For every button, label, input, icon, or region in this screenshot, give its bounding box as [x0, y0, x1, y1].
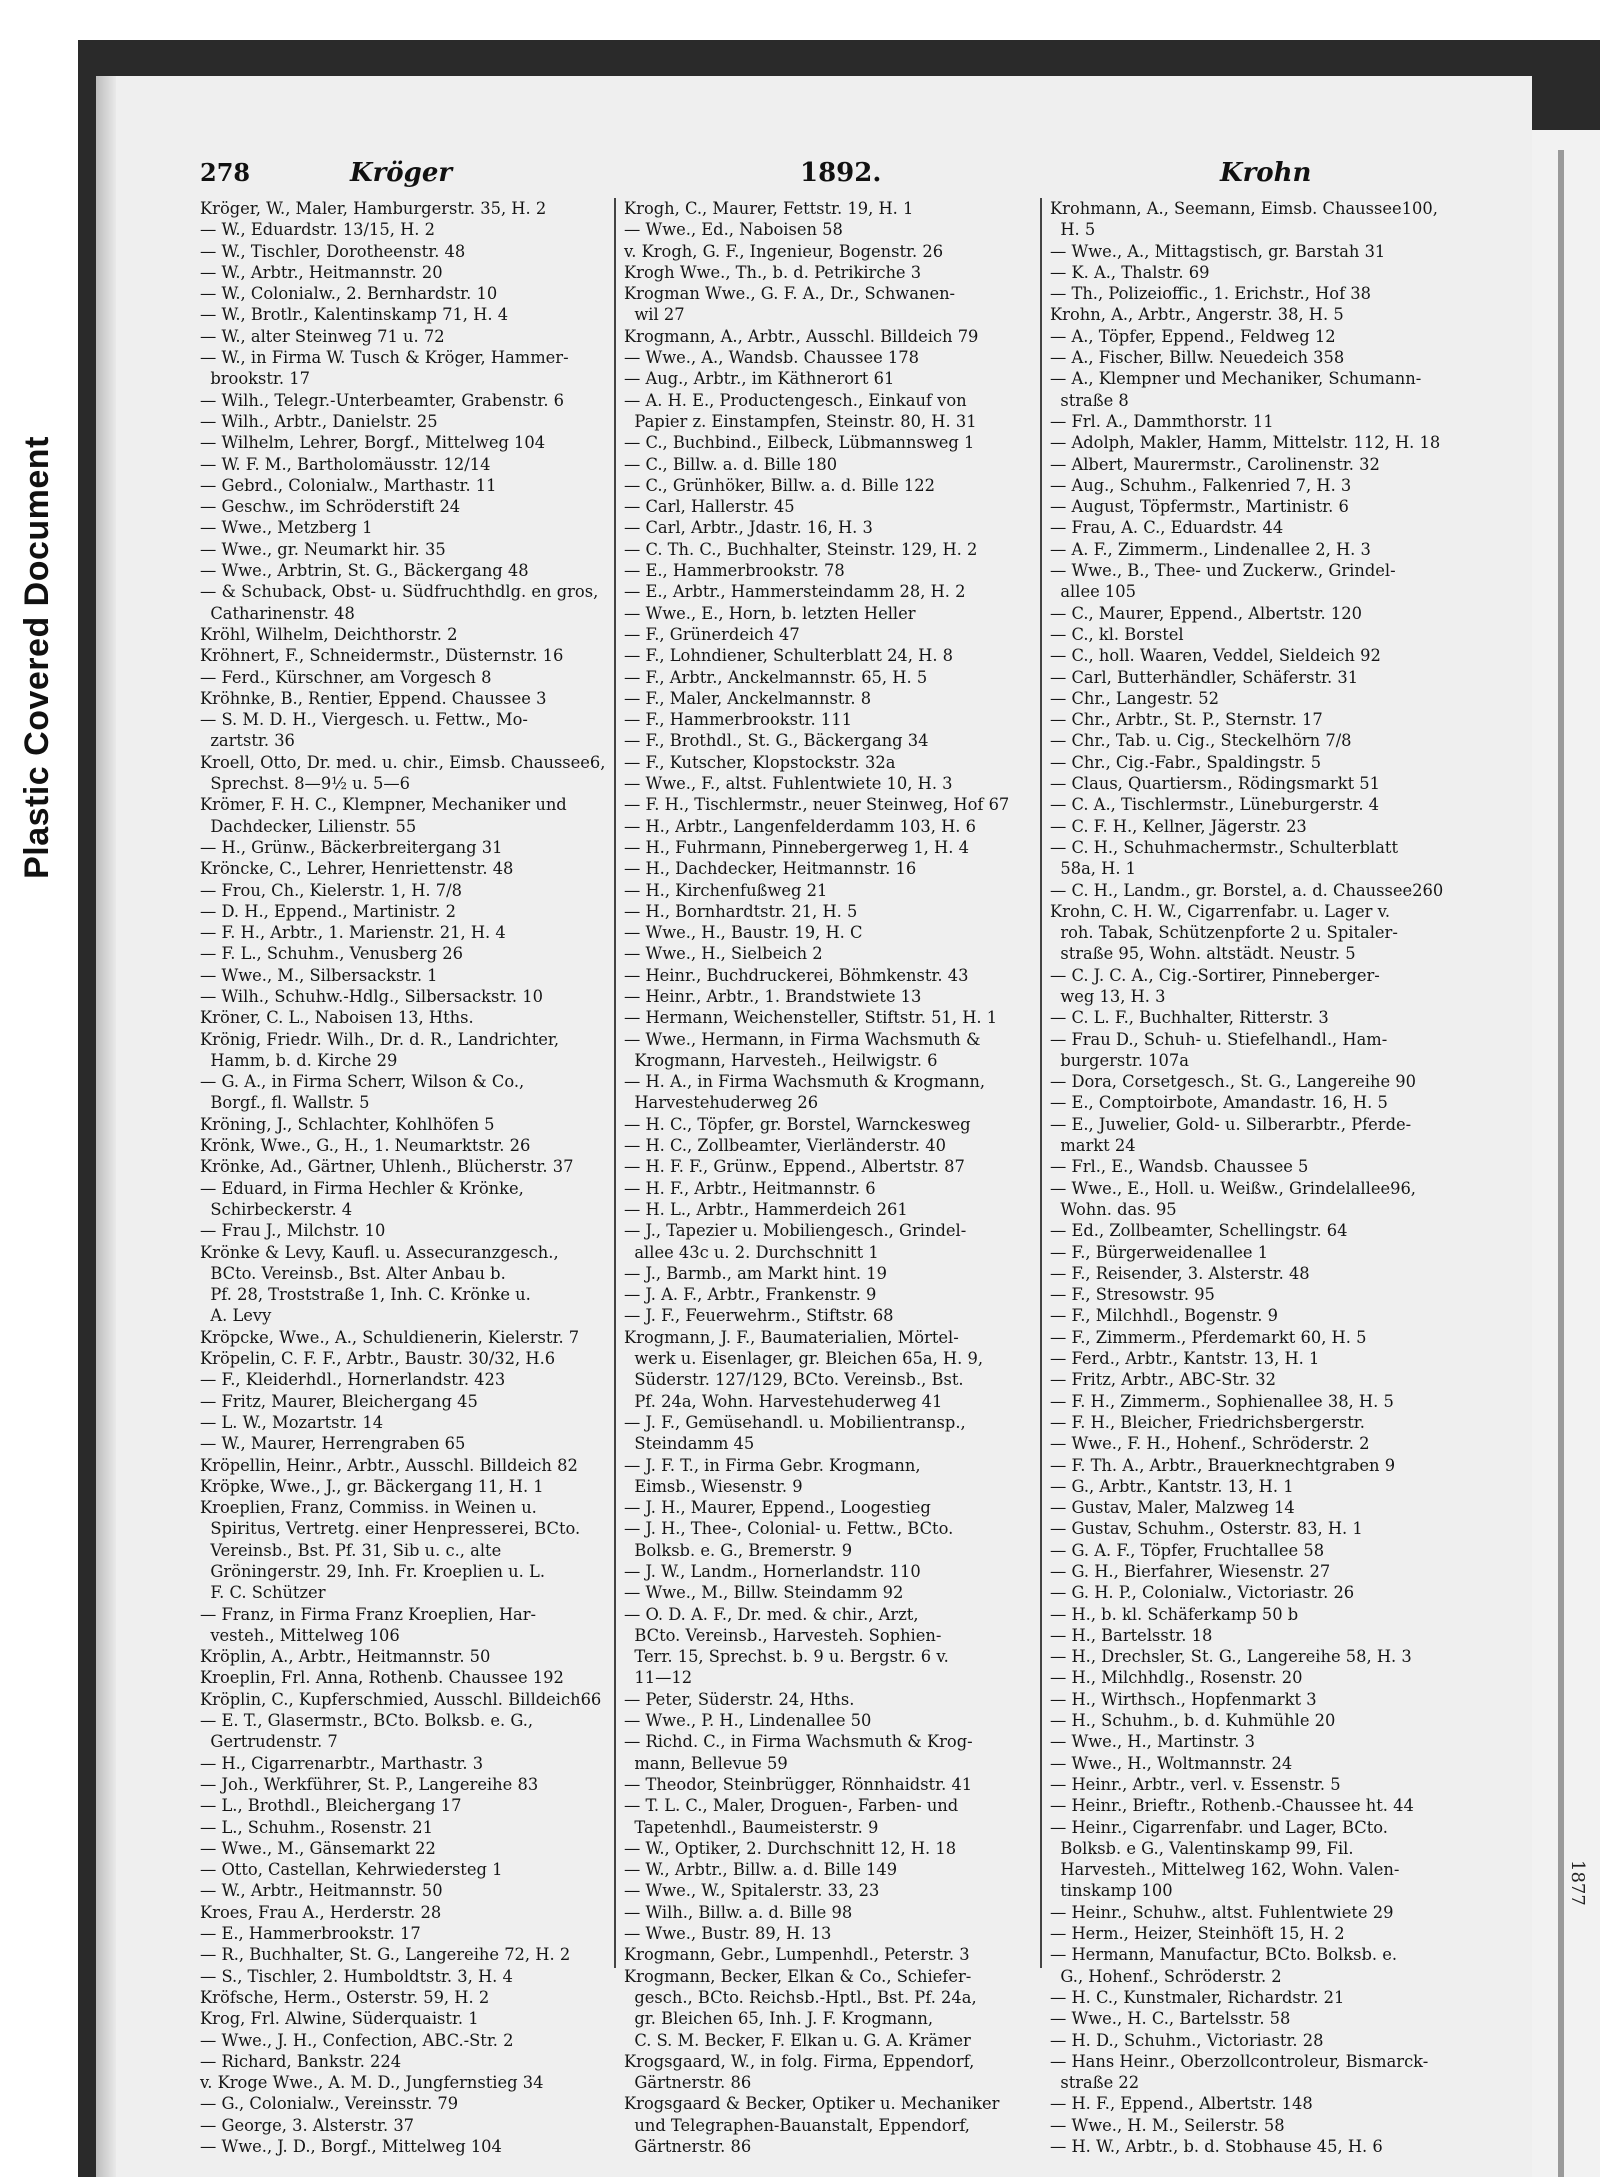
- directory-entry: — Franz, in Firma Franz Kroeplien, Har-: [200, 1604, 537, 1624]
- directory-entry: — H. L., Arbtr., Hammerdeich 261: [624, 1199, 908, 1219]
- directory-entry: — J. F. T., in Firma Gebr. Krogmann,: [624, 1455, 921, 1475]
- directory-entry: — Dora, Corsetgesch., St. G., Langereihe 90: [1050, 1072, 1416, 1092]
- directory-entry: — Fritz, Arbtr., ABC-Str. 32: [1050, 1370, 1276, 1390]
- directory-entry: — G. H. P., Colonialw., Victoriastr. 26: [1050, 1583, 1355, 1603]
- directory-entry: Krönig, Friedr. Wilh., Dr. d. R., Landrichter,: [200, 1029, 560, 1049]
- directory-entry: — Heinr., Buchdruckerei, Böhmkenstr. 43: [624, 965, 969, 985]
- directory-entry: Spiritus, Vertretg. einer Henpresserei, BCto.: [200, 1519, 581, 1539]
- directory-entry: — Wwe., F., altst. Fuhlentwiete 10, H. 3: [624, 774, 953, 794]
- directory-entry: — F. Th. A., Arbtr., Brauerknechtgraben 9: [1050, 1455, 1396, 1475]
- directory-entry: — L., Brothdl., Bleichergang 17: [200, 1796, 462, 1816]
- directory-entry: straße 8: [1050, 390, 1129, 410]
- directory-entry: Papier z. Einstampfen, Steinstr. 80, H. 31: [624, 411, 977, 431]
- directory-entry: — Wwe., Ed., Naboisen 58: [624, 220, 843, 240]
- directory-entry: Sprechst. 8—9½ u. 5—6: [200, 774, 410, 794]
- directory-entry: allee 43c u. 2. Durchschnitt 1: [624, 1242, 879, 1262]
- directory-entry: — Claus, Quartiersm., Rödingsmarkt 51: [1050, 774, 1381, 794]
- directory-entry: — Wwe., P. H., Lindenallee 50: [624, 1711, 872, 1731]
- directory-entry: — C. A., Tischlermstr., Lüneburgerstr. 4: [1050, 795, 1380, 815]
- directory-entry: — F., Zimmerm., Pferdemarkt 60, H. 5: [1050, 1327, 1367, 1347]
- directory-entry: — Wwe., E., Holl. u. Weißw., Grindelallee96,: [1050, 1178, 1416, 1198]
- directory-entry: — S. M. D. H., Viergesch. u. Fettw., Mo-: [200, 710, 528, 730]
- directory-entry: — G., Arbtr., Kantstr. 13, H. 1: [1050, 1476, 1294, 1496]
- directory-entry: vesteh., Mittelweg 106: [200, 1625, 400, 1645]
- directory-entry: — F., Hammerbrookstr. 111: [624, 710, 852, 730]
- directory-entry: — Frau J., Milchstr. 10: [200, 1221, 386, 1241]
- directory-entry: — Wwe., H. C., Bartelsstr. 58: [1050, 2009, 1291, 2029]
- directory-entry: C. S. M. Becker, F. Elkan u. G. A. Krämer: [624, 2030, 971, 2050]
- directory-entry: — E., Hammerbrookstr. 17: [200, 1924, 421, 1944]
- directory-entry: — L., Schuhm., Rosenstr. 21: [200, 1817, 433, 1837]
- directory-entry: — F. H., Tischlermstr., neuer Steinweg, Hof 67: [624, 795, 1010, 815]
- directory-entry: — H., b. kl. Schäferkamp 50 b: [1050, 1604, 1299, 1624]
- directory-entry: Gertrudenstr. 7: [200, 1732, 338, 1752]
- directory-entry: — H. D., Schuhm., Victoriastr. 28: [1050, 2030, 1324, 2050]
- directory-entry: Krogmann, J. F., Baumaterialien, Mörtel-: [624, 1327, 959, 1347]
- directory-entry: — Chr., Cig.-Fabr., Spaldingstr. 5: [1050, 752, 1322, 772]
- directory-entry: — D. H., Eppend., Martinistr. 2: [200, 901, 457, 921]
- directory-entry: Krogman Wwe., G. F. A., Dr., Schwanen-: [624, 284, 956, 304]
- directory-entry: Bolksb. e G., Valentinskamp 99, Fil.: [1050, 1838, 1354, 1858]
- directory-entry: F. C. Schützer: [200, 1583, 326, 1603]
- page-header: [200, 158, 1510, 196]
- directory-entry: — Chr., Langestr. 52: [1050, 688, 1219, 708]
- directory-entry: — Otto, Castellan, Kehrwiedersteg 1: [200, 1860, 503, 1880]
- directory-entry: — J. H., Maurer, Eppend., Loogestieg: [624, 1498, 931, 1518]
- directory-entry: roh. Tabak, Schützenpforte 2 u. Spitaler-: [1050, 923, 1398, 943]
- directory-entry: — J., Tapezier u. Mobiliengesch., Grindel-: [624, 1221, 967, 1241]
- directory-entry: Krohn, A., Arbtr., Angerstr. 38, H. 5: [1050, 305, 1344, 325]
- directory-entry: — Aug., Arbtr., im Käthnerort 61: [624, 369, 895, 389]
- directory-entry: Krogmann, Harvesteh., Heilwigstr. 6: [624, 1050, 938, 1070]
- directory-entry: — Wilh., Billw. a. d. Bille 98: [624, 1902, 853, 1922]
- directory-entry: — H., Grünw., Bäckerbreitergang 31: [200, 837, 503, 857]
- directory-entry: — E. T., Glasermstr., BCto. Bolksb. e. G.,: [200, 1711, 534, 1731]
- directory-entry: — J., Barmb., am Markt hint. 19: [624, 1263, 887, 1283]
- directory-entry: — F., Grünerdeich 47: [624, 624, 800, 644]
- directory-entry: Eimsb., Wiesenstr. 9: [624, 1476, 803, 1496]
- directory-entry: — Wwe., A., Mittagstisch, gr. Barstah 31: [1050, 241, 1386, 261]
- directory-entry: — Wwe., J. D., Borgf., Mittelweg 104: [200, 2137, 502, 2157]
- directory-entry: — Wwe., gr. Neumarkt hir. 35: [200, 539, 446, 559]
- directory-entry: Krogh Wwe., Th., b. d. Petrikirche 3: [624, 262, 922, 282]
- directory-entry: — Frl., E., Wandsb. Chaussee 5: [1050, 1157, 1309, 1177]
- directory-entry: Harvestehuderweg 26: [624, 1093, 819, 1113]
- directory-entry: — O. D. A. F., Dr. med. & chir., Arzt,: [624, 1604, 919, 1624]
- directory-entry: — Frau D., Schuh- u. Stiefelhandl., Ham-: [1050, 1029, 1388, 1049]
- directory-entry: Kröpellin, Heinr., Arbtr., Ausschl. Billdeich 82: [200, 1455, 578, 1475]
- directory-entry: Krohmann, A., Seemann, Eimsb. Chaussee100,: [1050, 199, 1438, 218]
- directory-entry: — Hans Heinr., Oberzollcontroleur, Bismarck-: [1050, 2051, 1429, 2071]
- directory-entry: — Theodor, Steinbrügger, Rönnhaidstr. 41: [624, 1774, 973, 1794]
- directory-entry: Kröplin, A., Arbtr., Heitmannstr. 50: [200, 1647, 491, 1667]
- directory-entry: — Wwe., E., Horn, b. letzten Heller: [624, 603, 916, 623]
- directory-entry: zartstr. 36: [200, 731, 295, 751]
- directory-entry: — Adolph, Makler, Hamm, Mittelstr. 112, H. 18: [1050, 433, 1441, 453]
- directory-entry: mann, Bellevue 59: [624, 1753, 788, 1773]
- directory-entry: — H., Milchhdlg., Rosenstr. 20: [1050, 1668, 1303, 1688]
- directory-entry: — T. L. C., Maler, Droguen-, Farben- und: [624, 1796, 959, 1816]
- directory-column-1: [200, 198, 606, 2157]
- directory-entry: — Ferd., Arbtr., Kantstr. 13, H. 1: [1050, 1349, 1320, 1369]
- directory-entry: — A., Fischer, Billw. Neuedeich 358: [1050, 348, 1345, 368]
- directory-entry: v. Krogh, G. F., Ingenieur, Bogenstr. 26: [624, 241, 944, 261]
- directory-entry: — C. H., Landm., gr. Borstel, a. d. Chaussee260: [1050, 880, 1444, 900]
- directory-entry: — C. H., Schuhmachermstr., Schulterblatt: [1050, 837, 1398, 857]
- directory-entry: — E., Comptoirbote, Amandastr. 16, H. 5: [1050, 1093, 1388, 1113]
- directory-entry: Kröpelin, C. F. F., Arbtr., Baustr. 30/32, H.6: [200, 1349, 556, 1369]
- directory-entry: — Th., Polizeioffic., 1. Erichstr., Hof 38: [1050, 284, 1372, 304]
- directory-entry: A. Levy: [200, 1306, 272, 1326]
- directory-entry: — H., Drechsler, St. G., Langereihe 58, H. 3: [1050, 1647, 1412, 1667]
- directory-entry: — Hermann, Weichensteller, Stiftstr. 51, H. 1: [624, 1008, 998, 1028]
- directory-entry: Kröhl, Wilhelm, Deichthorstr. 2: [200, 624, 458, 644]
- directory-entry: — J. W., Landm., Hornerlandstr. 110: [624, 1562, 921, 1581]
- directory-entry: Krog, Frl. Alwine, Süderquaistr. 1: [200, 2009, 479, 2029]
- directory-entry: burgerstr. 107a: [1050, 1050, 1189, 1070]
- directory-entry: allee 105: [1050, 582, 1136, 602]
- directory-entry: Kröpke, Wwe., J., gr. Bäckergang 11, H. 1: [200, 1476, 544, 1496]
- directory-entry: Harvesteh., Mittelweg 162, Wohn. Valen-: [1050, 1860, 1400, 1880]
- directory-entry: Schirbeckerstr. 4: [200, 1199, 353, 1219]
- directory-entry: — Gustav, Schuhm., Osterstr. 83, H. 1: [1050, 1519, 1363, 1539]
- directory-entry: — Wilh., Schuhw.-Hdlg., Silbersackstr. 10: [200, 986, 543, 1006]
- directory-entry: — Herm., Heizer, Steinhöft 15, H. 2: [1050, 1924, 1345, 1944]
- directory-entry: — F. H., Zimmerm., Sophienallee 38, H. 5: [1050, 1391, 1394, 1411]
- directory-entry: — Frau, A. C., Eduardstr. 44: [1050, 518, 1284, 538]
- directory-entry: — Chr., Arbtr., St. P., Sternstr. 17: [1050, 710, 1323, 730]
- directory-entry: — Gustav, Maler, Malzweg 14: [1050, 1498, 1295, 1518]
- running-head-year: 1892.: [800, 158, 882, 188]
- directory-entry: — Carl, Arbtr., Jdastr. 16, H. 3: [624, 518, 873, 538]
- directory-entry: — G. H., Bierfahrer, Wiesenstr. 27: [1050, 1562, 1331, 1581]
- directory-entry: — F., Kutscher, Klopstockstr. 32a: [624, 752, 896, 772]
- directory-column-2: [624, 198, 1034, 2157]
- directory-entry: — Richd. C., in Firma Wachsmuth & Krog-: [624, 1732, 973, 1752]
- directory-entry: — George, 3. Alsterstr. 37: [200, 2115, 415, 2135]
- directory-entry: Kröner, C. L., Naboisen 13, Hths.: [200, 1008, 474, 1028]
- directory-entry: Pf. 28, Troststraße 1, Inh. C. Krönke u.: [200, 1285, 531, 1305]
- column-divider: [1040, 198, 1042, 1968]
- directory-entry: — E., Juwelier, Gold- u. Silberarbtr., Pferde-: [1050, 1114, 1412, 1134]
- directory-entry: — Albert, Maurermstr., Carolinenstr. 32: [1050, 454, 1380, 474]
- directory-entry: — F., Maler, Anckelmannstr. 8: [624, 688, 872, 708]
- directory-column-3: [1050, 198, 1470, 2157]
- directory-entry: gesch., BCto. Reichsb.-Hptl., Bst. Pf. 24a,: [624, 1987, 977, 2007]
- directory-entry: — H. A., in Firma Wachsmuth & Krogmann,: [624, 1072, 986, 1092]
- directory-entry: Catharinenstr. 48: [200, 603, 355, 623]
- directory-entry: — August, Töpfermstr., Martinistr. 6: [1050, 497, 1349, 517]
- directory-entry: werk u. Eisenlager, gr. Bleichen 65a, H. 9,: [624, 1349, 984, 1369]
- directory-entry: — Wwe., W., Spitalerstr. 33, 23: [624, 1881, 880, 1901]
- directory-entry: — F. H., Bleicher, Friedrichsbergerstr.: [1050, 1412, 1365, 1432]
- directory-entry: BCto. Vereinsb., Bst. Alter Anbau b.: [200, 1263, 506, 1283]
- directory-entry: Krogmann, A., Arbtr., Ausschl. Billdeich 79: [624, 326, 979, 346]
- directory-entry: — H. F. F., Grünw., Eppend., Albertstr. 87: [624, 1157, 965, 1177]
- directory-entry: Krönke & Levy, Kaufl. u. Assecuranzgesch.,: [200, 1242, 559, 1262]
- directory-entry: tinskamp 100: [1050, 1881, 1173, 1901]
- directory-entry: — H., Fuhrmann, Pinnebergerweg 1, H. 4: [624, 837, 969, 857]
- directory-entry: — G. A., in Firma Scherr, Wilson & Co.,: [200, 1072, 525, 1092]
- directory-entry: — F., Kleiderhdl., Hornerlandstr. 423: [200, 1370, 506, 1390]
- directory-entry: — Heinr., Arbtr., verl. v. Essenstr. 5: [1050, 1774, 1341, 1794]
- directory-entry: — H., Kirchenfußweg 21: [624, 880, 828, 900]
- directory-entry: — J. H., Thee-, Colonial- u. Fettw., BCto.: [624, 1519, 954, 1539]
- directory-entry: H. 5: [1050, 220, 1096, 240]
- directory-entry: — H., Arbtr., Langenfelderdamm 103, H. 6: [624, 816, 976, 836]
- directory-entry: — Wwe., Metzberg 1: [200, 518, 373, 538]
- directory-entry: — Fritz, Maurer, Bleichergang 45: [200, 1391, 478, 1411]
- directory-entry: — C., Grünhöker, Billw. a. d. Bille 122: [624, 475, 935, 495]
- directory-entry: Kroeplien, Franz, Commiss. in Weinen u.: [200, 1498, 537, 1518]
- directory-entry: — Chr., Tab. u. Cig., Steckelhörn 7/8: [1050, 731, 1352, 751]
- directory-entry: — G., Colonialw., Vereinsstr. 79: [200, 2094, 459, 2114]
- directory-entry: — C., kl. Borstel: [1050, 624, 1184, 644]
- directory-entry: — F., Stresowstr. 95: [1050, 1285, 1215, 1305]
- directory-entry: — E., Arbtr., Hammersteindamm 28, H. 2: [624, 582, 966, 602]
- directory-entry: — F. L., Schuhm., Venusberg 26: [200, 944, 463, 964]
- directory-entry: — & Schuback, Obst- u. Südfruchthdlg. en gros,: [200, 582, 599, 602]
- directory-entry: BCto. Vereinsb., Harvesteh. Sophien-: [624, 1625, 942, 1645]
- directory-entry: — C., Billw. a. d. Bille 180: [624, 454, 838, 474]
- directory-entry: Dachdecker, Lilienstr. 55: [200, 816, 417, 836]
- directory-entry: — A. F., Zimmerm., Lindenallee 2, H. 3: [1050, 539, 1371, 559]
- directory-entry: — Heinr., Arbtr., 1. Brandstwiete 13: [624, 986, 922, 1006]
- directory-entry: — W., Arbtr., Heitmannstr. 20: [200, 262, 443, 282]
- directory-entry: — Hermann, Manufactur, BCto. Bolksb. e.: [1050, 1945, 1398, 1965]
- directory-entry: — C. Th. C., Buchhalter, Steinstr. 129, H. 2: [624, 539, 978, 559]
- directory-entry: — C., Maurer, Eppend., Albertstr. 120: [1050, 603, 1362, 623]
- directory-entry: 58a, H. 1: [1050, 859, 1137, 879]
- directory-entry: — A. H. E., Productengesch., Einkauf von: [624, 390, 967, 410]
- directory-entry: — Heinr., Schuhw., altst. Fuhlentwiete 29: [1050, 1902, 1394, 1922]
- directory-entry: Krogsgaard & Becker, Optiker u. Mechaniker: [624, 2094, 1000, 2114]
- directory-entry: — H., Bartelsstr. 18: [1050, 1625, 1213, 1645]
- directory-entry: — Joh., Werkführer, St. P., Langereihe 83: [200, 1774, 539, 1794]
- directory-entry: — G. A. F., Töpfer, Fruchtallee 58: [1050, 1540, 1325, 1560]
- directory-entry: Kröhnke, B., Rentier, Eppend. Chaussee 3: [200, 688, 547, 708]
- directory-entry: — Eduard, in Firma Hechler & Krönke,: [200, 1178, 524, 1198]
- directory-entry: Borgf., fl. Wallstr. 5: [200, 1093, 370, 1113]
- directory-entry: Gröningerstr. 29, Inh. Fr. Kroeplien u. L.: [200, 1562, 546, 1581]
- directory-entry: — Wwe., J. H., Confection, ABC.-Str. 2: [200, 2030, 514, 2050]
- directory-entry: — H. F., Eppend., Albertstr. 148: [1050, 2094, 1313, 2114]
- directory-entry: Krönke, Ad., Gärtner, Uhlenh., Blücherstr. 37: [200, 1157, 574, 1177]
- directory-entry: — H., Wirthsch., Hopfenmarkt 3: [1050, 1689, 1317, 1709]
- directory-entry: brookstr. 17: [200, 369, 310, 389]
- directory-entry: Krogmann, Gebr., Lumpenhdl., Peterstr. 3: [624, 1945, 970, 1965]
- directory-entry: — H. C., Kunstmaler, Richardstr. 21: [1050, 1987, 1345, 2007]
- directory-entry: — Wwe., H., Woltmannstr. 24: [1050, 1753, 1293, 1773]
- directory-entry: — Aug., Schuhm., Falkenried 7, H. 3: [1050, 475, 1352, 495]
- directory-entry: Kröpcke, Wwe., A., Schuldienerin, Kielerstr. 7: [200, 1327, 580, 1347]
- directory-entry: — H. F., Arbtr., Heitmannstr. 6: [624, 1178, 876, 1198]
- directory-entry: straße 22: [1050, 2073, 1140, 2093]
- directory-entry: — F., Milchhdl., Bogenstr. 9: [1050, 1306, 1278, 1326]
- directory-entry: Tapetenhdl., Baumeisterstr. 9: [624, 1817, 879, 1837]
- directory-entry: — C. F. H., Kellner, Jägerstr. 23: [1050, 816, 1307, 836]
- directory-entry: Wohn. das. 95: [1050, 1199, 1177, 1219]
- directory-entry: — F., Arbtr., Anckelmannstr. 65, H. 5: [624, 667, 928, 687]
- directory-entry: — W., Optiker, 2. Durchschnitt 12, H. 18: [624, 1838, 957, 1858]
- directory-entry: Kröplin, C., Kupferschmied, Ausschl. Billdeich66: [200, 1689, 602, 1709]
- directory-entry: Kröger, W., Maler, Hamburgerstr. 35, H. 2: [200, 199, 547, 218]
- directory-entry: — H. W., Arbtr., b. d. Stobhause 45, H. 6: [1050, 2137, 1383, 2157]
- directory-entry: — Wwe., M., Gänsemarkt 22: [200, 1838, 436, 1858]
- directory-entry: G., Hohenf., Schröderstr. 2: [1050, 1966, 1282, 1986]
- directory-entry: Kroell, Otto, Dr. med. u. chir., Eimsb. Chaussee6,: [200, 752, 606, 772]
- directory-entry: — Ferd., Kürschner, am Vorgesch 8: [200, 667, 492, 687]
- directory-entry: — Wwe., Arbtrin, St. G., Bäckergang 48: [200, 561, 529, 581]
- directory-entry: straße 95, Wohn. altstädt. Neustr. 5: [1050, 944, 1356, 964]
- directory-entry: — Wwe., M., Billw. Steindamm 92: [624, 1583, 904, 1603]
- directory-entry: — Ed., Zollbeamter, Schellingstr. 64: [1050, 1221, 1348, 1241]
- directory-entry: — Frl. A., Dammthorstr. 11: [1050, 411, 1274, 431]
- directory-entry: — H. C., Zollbeamter, Vierländerstr. 40: [624, 1136, 946, 1156]
- directory-entry: — Wilh., Arbtr., Danielstr. 25: [200, 411, 438, 431]
- directory-entry: — K. A., Thalstr. 69: [1050, 262, 1210, 282]
- directory-entry: Bolksb. e. G., Bremerstr. 9: [624, 1540, 853, 1560]
- directory-entry: — W., in Firma W. Tusch & Kröger, Hammer-: [200, 348, 569, 368]
- page-binding: [96, 76, 116, 2177]
- directory-entry: — Wwe., B., Thee- und Zuckerw., Grindel-: [1050, 561, 1396, 581]
- directory-entry: — C., holl. Waaren, Veddel, Sieldeich 92: [1050, 646, 1381, 666]
- directory-entry: — S., Tischler, 2. Humboldtstr. 3, H. 4: [200, 1966, 513, 1986]
- page-number: 278: [200, 158, 251, 187]
- directory-entry: Krönk, Wwe., G., H., 1. Neumarktstr. 26: [200, 1136, 531, 1156]
- directory-entry: — J. F., Gemüsehandl. u. Mobilientransp.,: [624, 1412, 966, 1432]
- directory-entry: — Wwe., H., Martinstr. 3: [1050, 1732, 1256, 1752]
- running-head-right: Krohn: [1220, 158, 1312, 188]
- directory-entry: wil 27: [624, 305, 685, 325]
- margin-annotation: 1877: [1567, 1860, 1588, 1906]
- directory-entry: Kröfsche, Herm., Osterstr. 59, H. 2: [200, 1987, 490, 2007]
- directory-entry: — Peter, Süderstr. 24, Hths.: [624, 1689, 855, 1709]
- directory-entry: — H., Cigarrenarbtr., Marthastr. 3: [200, 1753, 484, 1773]
- directory-entry: — W., alter Steinweg 71 u. 72: [200, 326, 445, 346]
- directory-entry: Terr. 15, Sprechst. b. 9 u. Bergstr. 6 v.: [624, 1647, 949, 1667]
- directory-entry: — L. W., Mozartstr. 14: [200, 1412, 384, 1432]
- directory-entry: Kröning, J., Schlachter, Kohlhöfen 5: [200, 1114, 495, 1134]
- directory-entry: und Telegraphen-Bauanstalt, Eppendorf,: [624, 2115, 970, 2135]
- directory-entry: — E., Hammerbrookstr. 78: [624, 561, 845, 581]
- directory-entry: 11—12: [624, 1668, 693, 1688]
- directory-entry: — A., Töpfer, Eppend., Feldweg 12: [1050, 326, 1336, 346]
- directory-entry: — W., Arbtr., Billw. a. d. Bille 149: [624, 1860, 898, 1880]
- directory-entry: — C. L. F., Buchhalter, Ritterstr. 3: [1050, 1008, 1329, 1028]
- directory-entry: — F., Brothdl., St. G., Bäckergang 34: [624, 731, 929, 751]
- directory-entry: Kroeplin, Frl. Anna, Rothenb. Chaussee 192: [200, 1668, 564, 1688]
- directory-entry: — Wwe., H. M., Seilerstr. 58: [1050, 2115, 1285, 2135]
- column-divider: [614, 198, 616, 1968]
- directory-entry: — F. H., Arbtr., 1. Marienstr. 21, H. 4: [200, 923, 506, 943]
- directory-entry: — Richard, Bankstr. 224: [200, 2051, 402, 2071]
- directory-entry: — A., Klempner und Mechaniker, Schumann-: [1050, 369, 1422, 389]
- running-head-left: Kröger: [350, 158, 453, 188]
- directory-entry: — Wwe., F. H., Hohenf., Schröderstr. 2: [1050, 1434, 1370, 1454]
- directory-entry: — Wwe., A., Wandsb. Chaussee 178: [624, 348, 920, 368]
- directory-entry: Krogsgaard, W., in folg. Firma, Eppendorf,: [624, 2051, 975, 2071]
- directory-entry: — J. A. F., Arbtr., Frankenstr. 9: [624, 1285, 877, 1305]
- directory-entry: — W., Brotlr., Kalentinskamp 71, H. 4: [200, 305, 509, 325]
- directory-entry: — H., Bornhardtstr. 21, H. 5: [624, 901, 858, 921]
- directory-entry: Vereinsb., Bst. Pf. 31, Sib u. c., alte: [200, 1540, 502, 1560]
- directory-entry: — Heinr., Brieftr., Rothenb.-Chaussee ht. 44: [1050, 1796, 1414, 1816]
- directory-entry: — Gebrd., Colonialw., Marthastr. 11: [200, 475, 497, 495]
- side-label-text: Plastic Covered Document: [17, 435, 56, 879]
- directory-entry: — F., Reisender, 3. Alsterstr. 48: [1050, 1263, 1310, 1283]
- directory-entry: gr. Bleichen 65, Inh. J. F. Krogmann,: [624, 2009, 934, 2029]
- directory-entry: Süderstr. 127/129, BCto. Vereinsb., Bst.: [624, 1370, 964, 1390]
- directory-entry: markt 24: [1050, 1136, 1136, 1156]
- directory-entry: — Geschw., im Schröderstift 24: [200, 497, 461, 517]
- directory-entry: Steindamm 45: [624, 1434, 755, 1454]
- directory-entry: Kröhnert, F., Schneidermstr., Düsternstr. 16: [200, 646, 564, 666]
- directory-entry: — Frou, Ch., Kielerstr. 1, H. 7/8: [200, 880, 462, 900]
- directory-entry: v. Kroge Wwe., A. M. D., Jungfernstieg 34: [200, 2073, 544, 2093]
- directory-entry: weg 13, H. 3: [1050, 986, 1166, 1006]
- directory-entry: Kröncke, C., Lehrer, Henriettenstr. 48: [200, 859, 514, 879]
- directory-entry: — F., Bürgerweidenallee 1: [1050, 1242, 1269, 1262]
- directory-entry: — Carl, Butterhändler, Schäferstr. 31: [1050, 667, 1359, 687]
- directory-entry: — Wwe., Bustr. 89, H. 13: [624, 1924, 832, 1944]
- directory-entry: — Carl, Hallerstr. 45: [624, 497, 795, 517]
- directory-entry: Gärtnerstr. 86: [624, 2073, 752, 2093]
- directory-entry: Hamm, b. d. Kirche 29: [200, 1050, 398, 1070]
- directory-entry: — H., Dachdecker, Heitmannstr. 16: [624, 859, 917, 879]
- directory-entry: — Heinr., Cigarrenfabr. und Lager, BCto.: [1050, 1817, 1388, 1837]
- directory-entry: — Wilhelm, Lehrer, Borgf., Mittelweg 104: [200, 433, 546, 453]
- directory-entry: — W., Eduardstr. 13/15, H. 2: [200, 220, 435, 240]
- directory-entry: Kroes, Frau A., Herderstr. 28: [200, 1902, 442, 1922]
- directory-entry: — Wwe., M., Silbersackstr. 1: [200, 965, 438, 985]
- directory-entry: — W., Colonialw., 2. Bernhardstr. 10: [200, 284, 498, 304]
- directory-entry: — W. F. M., Bartholomäusstr. 12/14: [200, 454, 491, 474]
- directory-entry: — Wilh., Telegr.-Unterbeamter, Grabenstr. 6: [200, 390, 565, 410]
- directory-entry: Pf. 24a, Wohn. Harvestehuderweg 41: [624, 1391, 943, 1411]
- directory-entry: — H. C., Töpfer, gr. Borstel, Warnckesweg: [624, 1114, 971, 1134]
- plastic-covered-label: [0, 372, 74, 942]
- directory-entry: — C. J. C. A., Cig.-Sortirer, Pinneberger-: [1050, 965, 1380, 985]
- directory-entry: Krogh, C., Maurer, Fettstr. 19, H. 1: [624, 199, 914, 218]
- directory-entry: Krogmann, Becker, Elkan & Co., Schiefer-: [624, 1966, 972, 1986]
- directory-entry: — W., Tischler, Dorotheenstr. 48: [200, 241, 466, 261]
- directory-entry: — W., Arbtr., Heitmannstr. 50: [200, 1881, 443, 1901]
- directory-entry: — J. F., Feuerwehrm., Stiftstr. 68: [624, 1306, 894, 1326]
- directory-entry: — H., Schuhm., b. d. Kuhmühle 20: [1050, 1711, 1336, 1731]
- directory-entry: — Wwe., H., Sielbeich 2: [624, 944, 823, 964]
- directory-entry: — W., Maurer, Herrengraben 65: [200, 1434, 466, 1454]
- directory-entry: Krömer, F. H. C., Klempner, Mechaniker und: [200, 795, 567, 815]
- directory-entry: — Wwe., H., Baustr. 19, H. C: [624, 923, 863, 943]
- directory-entry: Krohn, C. H. W., Cigarrenfabr. u. Lager v.: [1050, 901, 1391, 921]
- directory-entry: — C., Buchbind., Eilbeck, Lübmannsweg 1: [624, 433, 975, 453]
- directory-entry: — F., Lohndiener, Schulterblatt 24, H. 8: [624, 646, 954, 666]
- directory-entry: — R., Buchhalter, St. G., Langereihe 72, H. 2: [200, 1945, 571, 1965]
- directory-entry: — Wwe., Hermann, in Firma Wachsmuth &: [624, 1029, 981, 1049]
- directory-entry: Gärtnerstr. 86: [624, 2137, 752, 2157]
